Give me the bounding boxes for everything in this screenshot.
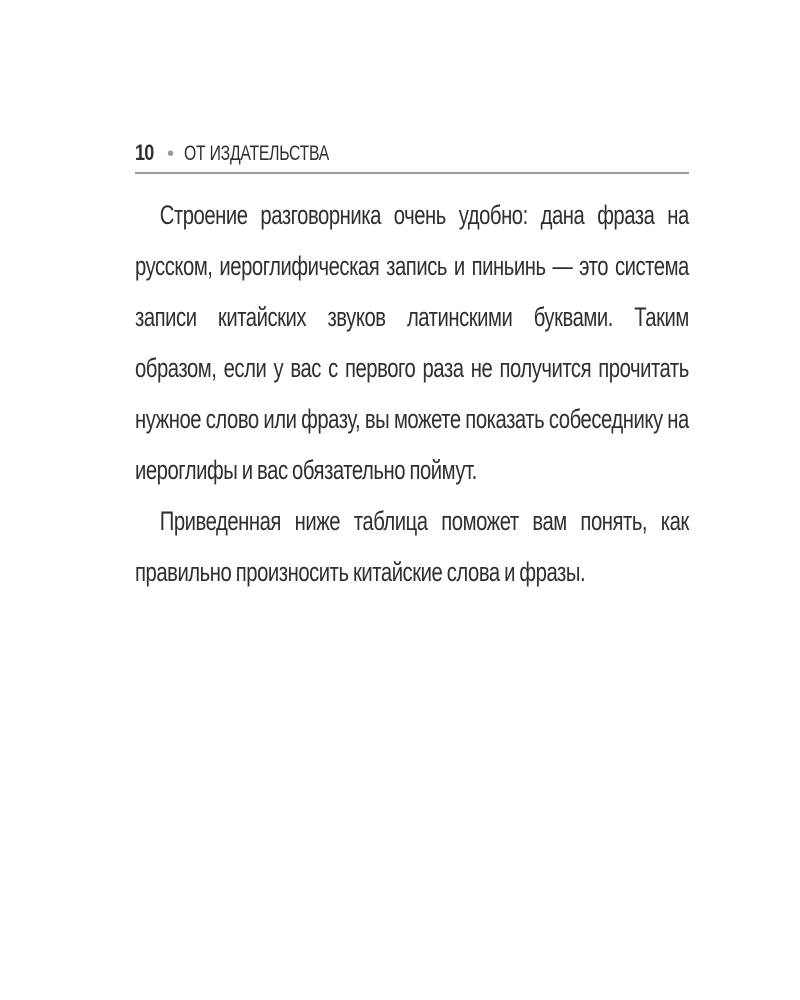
page-number: 10 <box>135 140 154 165</box>
section-title: ОТ ИЗДАТЕЛЬСТВА <box>184 142 330 165</box>
paragraph-2-text: Приведенная ниже таблица поможет вам понять, как правильно произносить китайские слова и фразы. <box>135 506 689 587</box>
book-page <box>135 140 689 598</box>
paragraph-1-text: Строение разговорника очень удобно: дана фраза на русском, иероглифическая запись и пиньинь — это система записи китайских звуков латинскими буквами. Таким образом, если у вас с первого раза не получится прочитать нужное слово или фразу, вы можете показать собеседнику на иероглифы и вас обязательно поймут. <box>135 200 689 485</box>
header-bullet: • <box>167 143 175 165</box>
running-header <box>135 140 689 174</box>
body-text <box>135 190 689 598</box>
paragraph-2 <box>135 496 689 598</box>
paragraph-1 <box>135 190 689 496</box>
